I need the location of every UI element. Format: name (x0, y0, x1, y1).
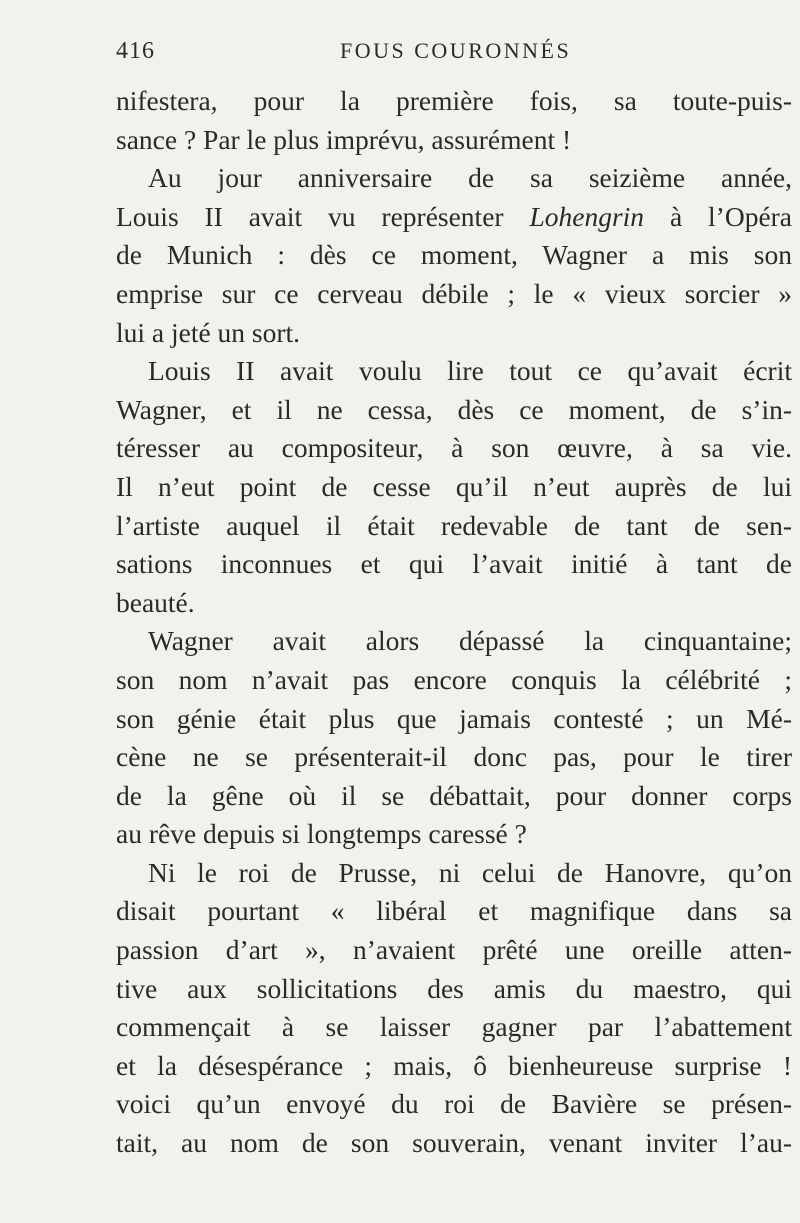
text-line: de Munich : dès ce moment, Wagner a mis son (116, 239, 792, 271)
text-line: Ni le roi de Prusse, ni celui de Hanovre, qu’on (148, 856, 792, 888)
page-header (0, 38, 800, 68)
opera-title: Lohengrin (529, 200, 645, 232)
text-line: sance ? Par le plus imprévu, assurément ! (116, 123, 572, 155)
text-line: l’artiste auquel il était redevable de tant de sen- (116, 509, 792, 541)
text-line: au rêve depuis si longtemps caressé ? (116, 818, 527, 850)
page-number: 416 (116, 38, 155, 64)
text-line: et la désespérance ; mais, ô bienheureuse surprise ! (116, 1049, 792, 1081)
text-line: emprise sur ce cerveau débile ; le « vieux sorcier » (116, 277, 792, 309)
text-line: beauté. (116, 586, 195, 618)
body-text (116, 82, 792, 1163)
text-line: Wagner, et il ne cessa, dès ce moment, de s’in- (116, 393, 792, 425)
text-line: sations inconnues et qui l’avait initié à tant de (116, 548, 792, 580)
text-line: son nom n’avait pas encore conquis la célébrité ; (116, 663, 792, 695)
text-segment: à l’Opéra (669, 200, 793, 232)
text-line (116, 198, 792, 237)
text-line: passion d’art », n’avaient prêté une oreille atten- (116, 934, 792, 966)
text-line: commençait à se laisser gagner par l’abattement (116, 1011, 792, 1043)
text-line: cène ne se présenterait-il donc pas, pour le tirer (116, 741, 792, 773)
text-line: voici qu’un envoyé du roi de Bavière se présen- (116, 1088, 792, 1120)
text-line: disait pourtant « libéral et magnifique dans sa (116, 895, 792, 927)
text-line: Il n’eut point de cesse qu’il n’eut auprès de lui (116, 470, 792, 502)
text-segment: Louis II avait vu représenter (116, 200, 504, 232)
text-line: tait, au nom de son souverain, venant inviter l’au- (116, 1127, 792, 1159)
text-line: lui a jeté un sort. (116, 316, 301, 348)
running-title: FOUS COURONNÉS (340, 38, 572, 63)
text-line: Louis II avait voulu lire tout ce qu’avait écrit (148, 355, 792, 387)
text-line: tive aux sollicitations des amis du maestro, qui (116, 972, 792, 1004)
text-line: nifestera, pour la première fois, sa toute-puis- (116, 85, 792, 116)
text-line: de la gêne où il se débattait, pour donner corps (116, 779, 792, 811)
text-line: son génie était plus que jamais contesté ; un Mé- (116, 702, 792, 734)
text-line: Wagner avait alors dépassé la cinquantaine; (148, 625, 792, 657)
text-line: téresser au compositeur, à son œuvre, à sa vie. (116, 432, 792, 464)
text-line: Au jour anniversaire de sa seizième année, (148, 162, 792, 194)
